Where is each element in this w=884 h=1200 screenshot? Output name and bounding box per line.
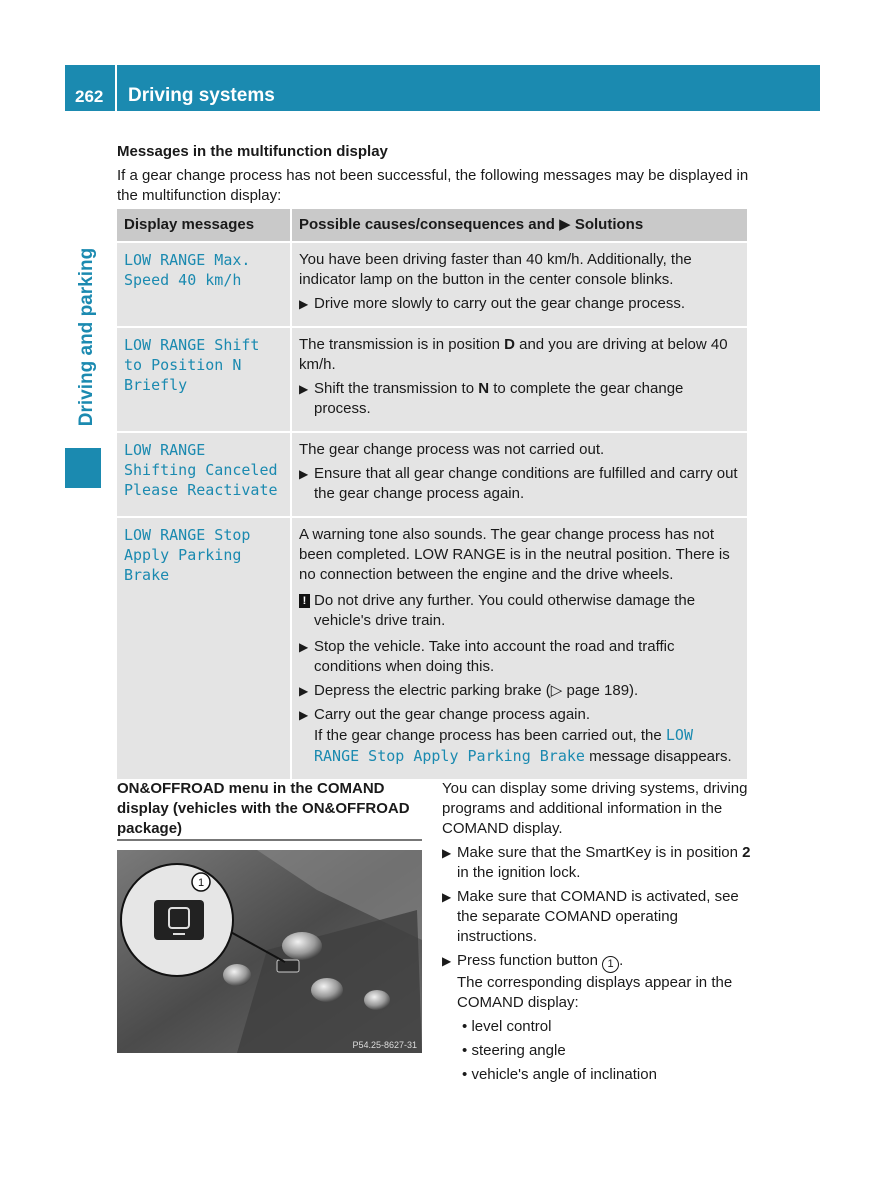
side-tab-label: Driving and parking: [76, 247, 97, 427]
cause-text: You have been driving faster than 40 km/h. Additionally, the indicator lamp on the button in the center console blinks.: [299, 251, 692, 288]
cause-cell: [291, 242, 747, 327]
followup-text: [314, 727, 732, 765]
triangle-bullet-icon: ▶: [299, 382, 309, 396]
cause-text: The gear change process was not carried out.: [299, 441, 605, 458]
solution-text: Stop the vehicle. Take into account the road and traffic conditions when doing this.: [314, 638, 675, 675]
section-heading: Messages in the multifunction display: [117, 143, 388, 160]
gear-position: D: [504, 336, 515, 353]
triangle-bullet-icon: ▶: [442, 846, 452, 860]
solution-text: [314, 380, 683, 417]
solution-step: [299, 681, 740, 701]
warning-icon: !: [299, 594, 310, 608]
solution-text: Depress the electric parking brake (▷ page 189).: [314, 682, 639, 699]
display-message-inline: LOW RANGE Stop Apply Parking Brake: [314, 726, 693, 765]
followup-text-part: If the gear change process has been carried out, the: [314, 727, 666, 744]
triangle-bullet-icon: ▶: [299, 467, 309, 481]
table-header-causes: [291, 209, 747, 242]
table-row: [117, 327, 747, 432]
instruction-text: [457, 844, 750, 881]
cause-text: A warning tone also sounds. The gear change process has not been completed. LOW RANGE is in the neutral position. There is no connection between the engine and the drive wheels.: [299, 526, 730, 583]
instruction-text: Press function button: [457, 952, 598, 969]
warning-note: [299, 591, 740, 631]
solution-step: [299, 294, 740, 314]
chapter-title: Driving systems: [128, 85, 275, 106]
display-item-text: level control: [471, 1018, 552, 1035]
followup-text-part: message disappears.: [584, 748, 732, 765]
display-item-text: vehicle's angle of inclination: [471, 1066, 657, 1083]
display-list-item: [442, 1041, 752, 1061]
solution-text-part: to complete the gear change process.: [314, 380, 684, 417]
triangle-bullet-icon: ▶: [299, 684, 309, 698]
onoffroad-instructions: [442, 779, 752, 1089]
display-list-item: [442, 1017, 752, 1037]
solution-text: Drive more slowly to carry out the gear change process.: [314, 295, 685, 312]
solution-text: Carry out the gear change process again.: [314, 706, 590, 723]
page-header: [65, 65, 820, 111]
gear-position: N: [478, 380, 490, 397]
cause-text-part: and you are driving at below 40 km/h.: [299, 336, 728, 373]
cause-cell: [291, 327, 747, 432]
onoffroad-intro: You can display some driving systems, driving programs and additional information in the COMAND display.: [442, 780, 748, 837]
bullet-dot: •: [462, 1018, 468, 1035]
table-header-messages: Display messages: [117, 209, 291, 242]
triangle-bullet-icon: ▶: [299, 297, 309, 311]
display-message: LOW RANGE Stop Apply Parking Brake: [124, 526, 251, 584]
cause-cell: [291, 432, 747, 517]
table-row: [117, 242, 747, 327]
side-tab-marker: [65, 448, 101, 488]
message-cell: [117, 327, 291, 432]
instruction-step: [442, 887, 752, 947]
message-cell: [117, 432, 291, 517]
instruction-step: [442, 843, 752, 883]
triangle-bullet-icon: ▶: [299, 708, 309, 722]
bullet-dot: •: [462, 1042, 468, 1059]
display-message: LOW RANGE Max. Speed 40 km/h: [124, 251, 251, 289]
solution-text: Ensure that all gear change conditions are fulfilled and carry out the gear change process again.: [314, 465, 738, 502]
instruction-text-part: in the ignition lock.: [457, 864, 581, 881]
page-number: 262: [75, 87, 104, 106]
circled-number-icon: 1: [602, 956, 619, 973]
messages-table: [117, 209, 747, 781]
table-row: [117, 432, 747, 517]
instruction-text-part: Make sure that the SmartKey is in position: [457, 844, 743, 861]
cause-text: [299, 335, 740, 375]
instruction-step: ▶ Press function button 1 . The corresponding displays appear in the COMAND display:: [442, 952, 733, 1011]
display-list-item: [442, 1065, 752, 1085]
display-message: LOW RANGE Shifting Canceled Please Reactivate: [124, 441, 278, 499]
triangle-bullet-icon: ▶: [299, 640, 309, 654]
message-cell: [117, 517, 291, 780]
solution-step: [299, 705, 740, 767]
display-message: LOW RANGE Shift to Position N Briefly: [124, 336, 260, 394]
section-intro: If a gear change process has not been successful, the following messages may be displayed in the multifunction display:: [117, 167, 749, 204]
side-tab-label-wrap: [72, 232, 102, 442]
solution-step: [299, 637, 740, 677]
solution-text-part: Shift the transmission to: [314, 380, 479, 397]
triangle-bullet-icon: ▶: [442, 954, 452, 968]
ignition-position: 2: [742, 844, 751, 861]
instruction-result: The corresponding displays appear in the COMAND display:: [457, 974, 733, 1011]
cause-cell: [291, 517, 747, 780]
table-header-row: [117, 209, 747, 242]
triangle-bullet-icon: ▶: [442, 890, 452, 904]
table-row: [117, 517, 747, 780]
center-console-illustration: [117, 850, 422, 1053]
message-cell: [117, 242, 291, 327]
photo-callout-number: 1: [197, 877, 205, 889]
display-item-text: steering angle: [471, 1042, 566, 1059]
heading-rule: [117, 839, 422, 841]
header-causes-text: Possible causes/consequences and: [299, 216, 555, 233]
warning-text: Do not drive any further. You could otherwise damage the vehicle's drive train.: [314, 592, 696, 629]
solution-step: [299, 379, 740, 419]
triangle-bullet-icon: ▶: [559, 216, 571, 233]
photo-code: P54.25-8627-31: [352, 1040, 417, 1050]
center-console-photo: [117, 850, 422, 1053]
solution-step: [299, 464, 740, 504]
header-solutions-text: Solutions: [574, 216, 644, 233]
header-divider: [115, 65, 117, 111]
cause-text-part: The transmission is in position: [299, 336, 505, 353]
bullet-dot: •: [462, 1066, 468, 1083]
instruction-text: Make sure that COMAND is activated, see the separate COMAND operating instructions.: [457, 888, 739, 945]
onoffroad-heading: ON&OFFROAD menu in the COMAND display (vehicles with the ON&OFFROAD package): [117, 780, 410, 837]
